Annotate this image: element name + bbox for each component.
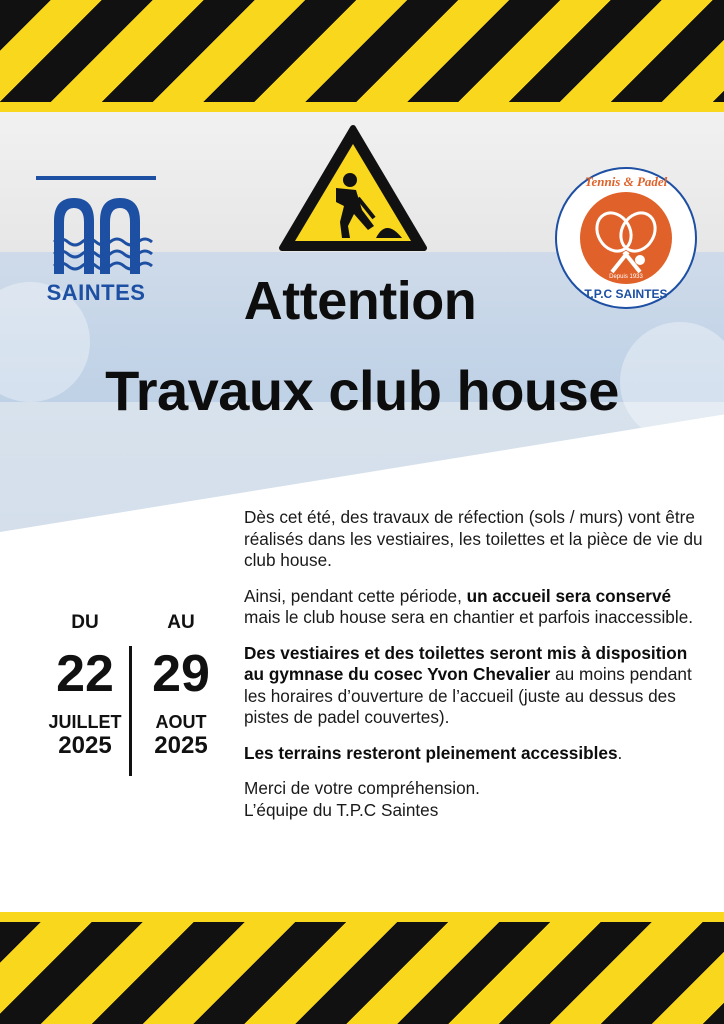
paragraph-works: Dès cet été, des travaux de réfection (sols / murs) vont être réalisés dans les vestiaires, les toilettes et la pièce de vie du club house. (244, 507, 703, 570)
svg-text:Depuis 1933: Depuis 1933 (609, 274, 643, 280)
notice-body (244, 507, 704, 821)
paragraph-signature: Merci de votre compréhension. L’équipe du T.P.C Saintes (244, 778, 480, 820)
title-attention: Attention (243, 271, 477, 331)
paragraph-changing-rooms: Des vestiaires et des toilettes seront mis à disposition au gymnase du cosec Yvon Chevalier au moins pendant les horaires d’ouverture de l’accueil (juste au dessus des pistes de padel couvertes). (244, 642, 692, 727)
date-from-day: 22 (56, 645, 114, 703)
hazard-stripes-top (0, 0, 724, 112)
date-from (40, 612, 130, 759)
date-from-month: JUILLET (48, 712, 122, 732)
road-works-warning-icon (278, 122, 428, 254)
date-to-day: 29 (152, 645, 210, 703)
date-to (136, 612, 226, 759)
date-to-month: AOUT (155, 712, 207, 732)
date-from-year: 2025 (58, 732, 112, 759)
paragraph-reception: Ainsi, pendant cette période, un accueil sera conservé mais le club house sera en chantier et parfois inaccessible. (244, 585, 694, 627)
hazard-stripes-bottom (0, 912, 724, 1024)
title-travaux: Travaux club house (105, 359, 619, 422)
date-to-year: 2025 (154, 732, 208, 759)
svg-text:Tennis & Padel: Tennis & Padel (584, 174, 668, 189)
svg-text:T.P.C SAINTES: T.P.C SAINTES (584, 287, 668, 301)
date-from-label: DU (71, 612, 99, 633)
saintes-logo-text: SAINTES (46, 280, 146, 305)
date-range (40, 612, 230, 782)
paragraph-courts: Les terrains resteront pleinement accessibles. (244, 742, 623, 763)
date-divider (129, 646, 132, 776)
saintes-arches-icon (34, 176, 158, 276)
date-to-label: AU (167, 612, 195, 633)
